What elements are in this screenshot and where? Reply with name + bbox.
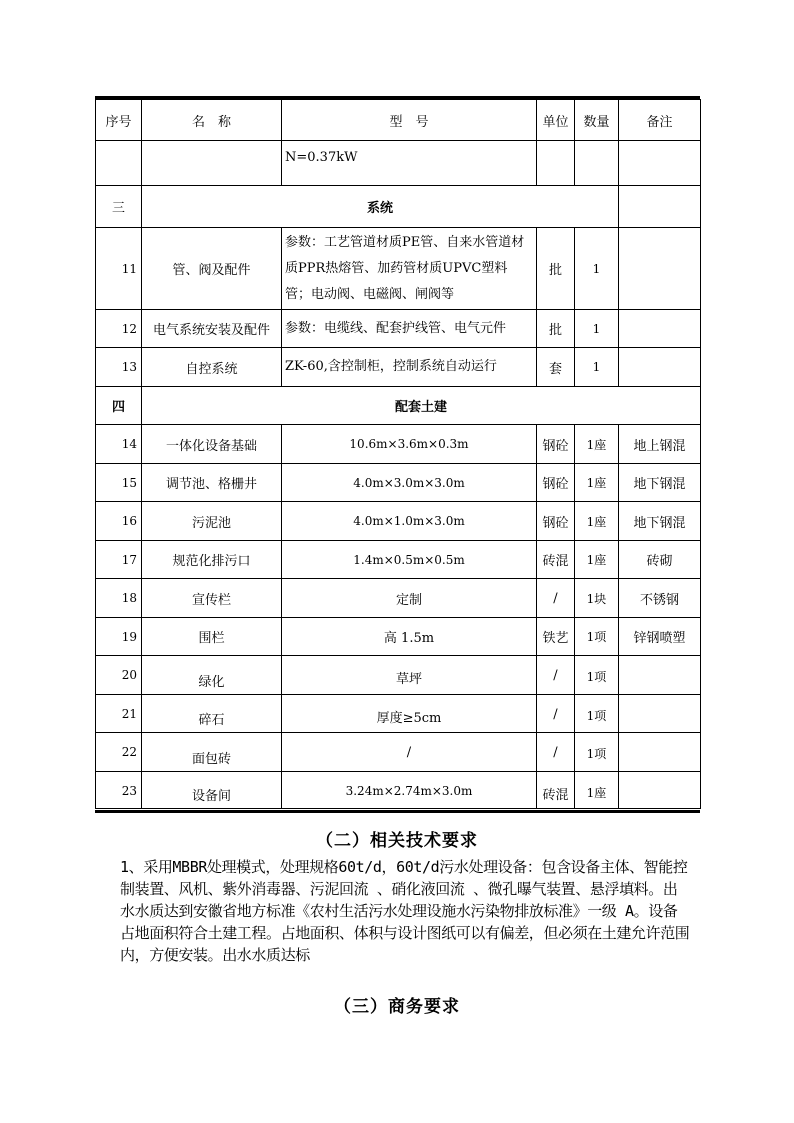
cell-name: 污泥池 <box>142 502 282 541</box>
cell-note: 不锈钢 <box>619 579 701 618</box>
cell-no: 11 <box>96 228 142 310</box>
cell-no: 13 <box>96 348 142 387</box>
cell-qty: 1座 <box>575 425 619 464</box>
cell-no: 22 <box>96 733 142 772</box>
header-unit: 单位 <box>537 100 575 141</box>
cell-model: N=0.37kW <box>282 141 537 186</box>
cell-note: 地上钢混 <box>619 425 701 464</box>
cell-model: 3.24m×2.74m×3.0m <box>282 772 537 809</box>
cell-no: 21 <box>96 695 142 733</box>
section-title: 系统 <box>142 186 619 228</box>
cell-note <box>619 656 701 695</box>
cell-note <box>619 733 701 772</box>
cell-note <box>619 695 701 733</box>
cell-note: 地下钢混 <box>619 502 701 541</box>
cell-no: 19 <box>96 618 142 656</box>
table-row <box>96 464 701 502</box>
cell-no: 18 <box>96 579 142 618</box>
cell-unit: 批 <box>537 228 575 310</box>
cell-model: 参数：电缆线、配套护线管、电气元件 <box>282 310 537 348</box>
cell-model: 4.0m×1.0m×3.0m <box>282 502 537 541</box>
cell-note <box>619 228 701 310</box>
cell-name <box>142 141 282 186</box>
header-note: 备注 <box>619 100 701 141</box>
cell-name: 一体化设备基础 <box>142 425 282 464</box>
table-row <box>96 348 701 387</box>
section3-heading: （三）商务要求 <box>334 997 460 1017</box>
table-row <box>96 772 701 809</box>
cell-model: 草坪 <box>282 656 537 695</box>
cell-model: / <box>282 733 537 772</box>
cell-no: 15 <box>96 464 142 502</box>
cell-model: ZK-60,含控制柜，控制系统自动运行 <box>282 348 537 387</box>
cell-qty: 1座 <box>575 502 619 541</box>
header-no: 序号 <box>96 100 142 141</box>
cell-no: 17 <box>96 541 142 579</box>
table-row <box>96 695 701 733</box>
cell-unit: / <box>537 695 575 733</box>
cell-unit: / <box>537 733 575 772</box>
cell-qty: 1座 <box>575 541 619 579</box>
cell-name: 围栏 <box>142 618 282 656</box>
cell-note <box>619 141 701 186</box>
section-no: 三 <box>96 186 142 228</box>
table-row <box>96 656 701 695</box>
cell-unit: 砖混 <box>537 772 575 809</box>
table-header-row <box>96 100 701 141</box>
cell-qty: 1项 <box>575 695 619 733</box>
section2-heading: （二）相关技术要求 <box>316 831 478 851</box>
cell-unit: 钢砼 <box>537 464 575 502</box>
cell-name: 自控系统 <box>142 348 282 387</box>
cell-name: 管、阀及配件 <box>142 228 282 310</box>
cell-unit: 批 <box>537 310 575 348</box>
cell-unit: 套 <box>537 348 575 387</box>
table-row <box>96 541 701 579</box>
cell-qty: 1座 <box>575 464 619 502</box>
cell-model: 厚度≥5cm <box>282 695 537 733</box>
cell-name: 设备间 <box>142 772 282 809</box>
table-row <box>96 141 701 186</box>
cell-no <box>96 141 142 186</box>
cell-unit: / <box>537 579 575 618</box>
cell-no: 20 <box>96 656 142 695</box>
cell-unit: 铁艺 <box>537 618 575 656</box>
cell-name: 绿化 <box>142 656 282 695</box>
cell-qty: 1 <box>575 228 619 310</box>
cell-note <box>619 186 701 228</box>
section-row-4 <box>96 387 701 425</box>
table-row <box>96 228 701 310</box>
cell-name: 规范化排污口 <box>142 541 282 579</box>
header-qty: 数量 <box>575 100 619 141</box>
cell-unit: 砖混 <box>537 541 575 579</box>
table-row <box>96 733 701 772</box>
section2-paragraph: 1、采用MBBR处理模式，处理规格60t/d，60t/d污水处理设备：包含设备主体、智能控制装置、风机、紫外消毒器、污泥回流 、硝化液回流 、微孔曝气装置、悬浮填料。出水水质达到安徽省地方标准《农村生活污水处理设施水污染物排放标准》一级 A。设备占地面积符合土建工程。占地面积、体积与设计图纸可以有偏差，但必须在土建允许范围内，方便安装。出水水质达标 <box>120 858 690 964</box>
cell-no: 14 <box>96 425 142 464</box>
cell-name: 电气系统安装及配件 <box>142 310 282 348</box>
cell-unit: 钢砼 <box>537 425 575 464</box>
cell-model: 参数：工艺管道材质PE管、自来水管道材质PPR热熔管、加药管材质UPVC塑料管；电动阀、电磁阀、闸阀等 <box>282 228 537 310</box>
cell-note: 锌钢喷塑 <box>619 618 701 656</box>
section-row-3 <box>96 186 701 228</box>
section-no: 四 <box>96 387 142 425</box>
cell-note <box>619 310 701 348</box>
cell-note: 砖砌 <box>619 541 701 579</box>
header-name: 名 称 <box>142 100 282 141</box>
cell-no: 23 <box>96 772 142 809</box>
cell-name: 调节池、格栅井 <box>142 464 282 502</box>
cell-qty <box>575 141 619 186</box>
cell-note <box>619 772 701 809</box>
cell-qty: 1项 <box>575 656 619 695</box>
cell-model: 高 1.5m <box>282 618 537 656</box>
cell-name: 宣传栏 <box>142 579 282 618</box>
cell-unit <box>537 141 575 186</box>
table-row <box>96 310 701 348</box>
cell-no: 12 <box>96 310 142 348</box>
equipment-table <box>95 99 700 809</box>
cell-unit: / <box>537 656 575 695</box>
cell-note <box>619 348 701 387</box>
cell-name: 碎石 <box>142 695 282 733</box>
cell-name: 面包砖 <box>142 733 282 772</box>
cell-qty: 1块 <box>575 579 619 618</box>
cell-model: 10.6m×3.6m×0.3m <box>282 425 537 464</box>
header-model: 型 号 <box>282 100 537 141</box>
table-row <box>96 502 701 541</box>
cell-qty: 1座 <box>575 772 619 809</box>
cell-model: 定制 <box>282 579 537 618</box>
cell-qty: 1 <box>575 348 619 387</box>
cell-unit: 钢砼 <box>537 502 575 541</box>
cell-qty: 1项 <box>575 618 619 656</box>
cell-no: 16 <box>96 502 142 541</box>
table-bottom-rule <box>95 810 700 813</box>
table-row <box>96 425 701 464</box>
cell-qty: 1 <box>575 310 619 348</box>
cell-model: 4.0m×3.0m×3.0m <box>282 464 537 502</box>
table-row <box>96 618 701 656</box>
section-title: 配套土建 <box>142 387 701 425</box>
table-row <box>96 579 701 618</box>
cell-model: 1.4m×0.5m×0.5m <box>282 541 537 579</box>
cell-qty: 1项 <box>575 733 619 772</box>
cell-note: 地下钢混 <box>619 464 701 502</box>
